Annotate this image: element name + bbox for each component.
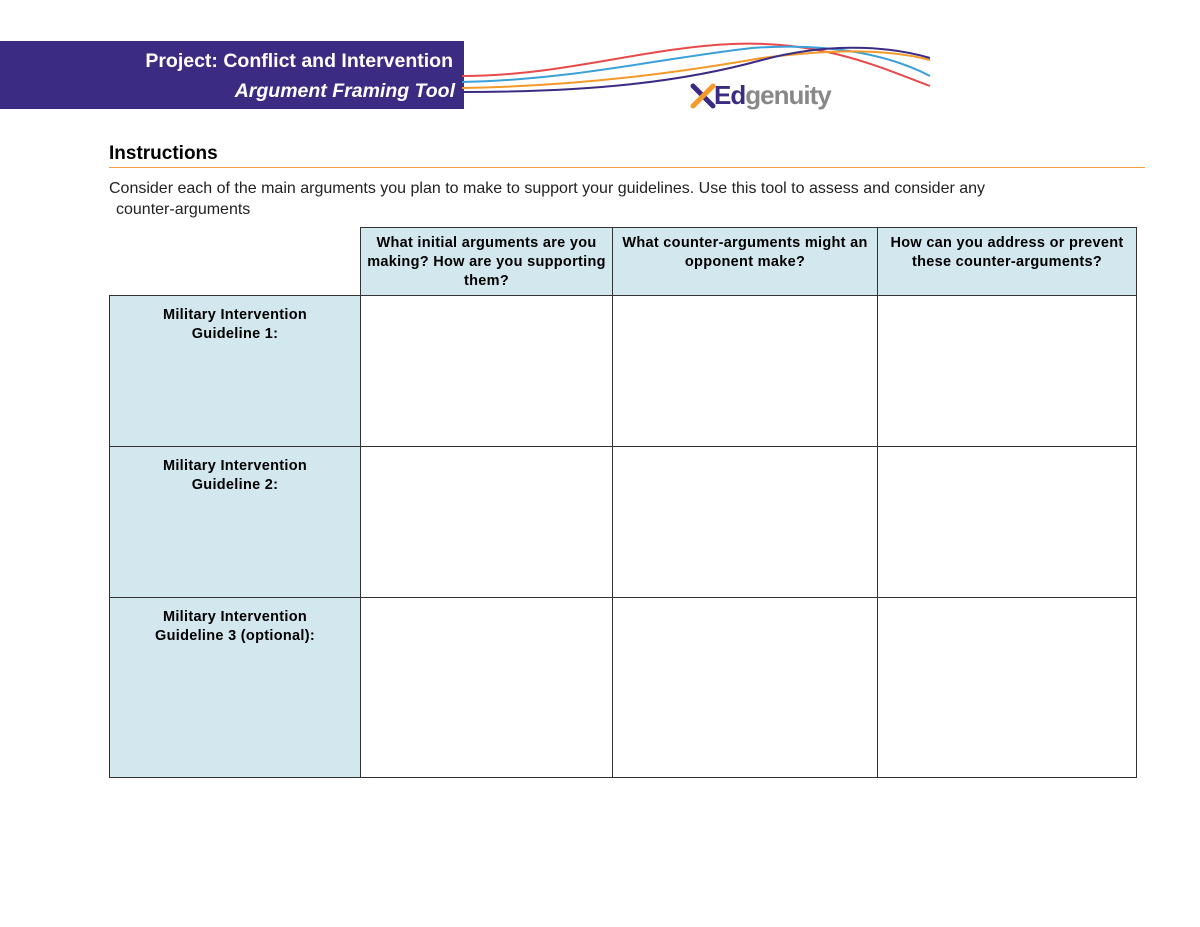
guideline-3-address-cell[interactable] <box>878 598 1137 778</box>
instructions-line-1: Consider each of the main arguments you plan to make to support your guidelines. Use this tool to assess and consider any <box>109 180 986 197</box>
title-banner <box>0 41 464 109</box>
instructions-text <box>109 178 1129 220</box>
tool-title: Argument Framing Tool <box>234 80 455 102</box>
guideline-1-address-cell[interactable] <box>878 296 1137 447</box>
row-label-top: Military Intervention <box>162 458 308 474</box>
row-label-top: Military Intervention <box>162 609 308 625</box>
heading-divider <box>109 167 1145 168</box>
logo-ed: Ed <box>714 80 746 110</box>
guideline-3-counter-arguments-cell[interactable] <box>613 598 878 778</box>
guideline-2-address-cell[interactable] <box>878 447 1137 598</box>
column-header-counter-arguments: What counter-arguments might an opponent make? <box>613 228 878 296</box>
row-header-guideline-2 <box>110 447 361 598</box>
row-header-guideline-3 <box>110 598 361 778</box>
edgenuity-logo <box>690 80 830 114</box>
instructions-line-2: counter-arguments <box>116 201 251 218</box>
row-header-guideline-1 <box>110 296 361 447</box>
project-title: Project: Conflict and Intervention <box>145 50 453 72</box>
edgenuity-x-icon <box>690 83 716 109</box>
guideline-1-initial-arguments-cell[interactable] <box>361 296 613 447</box>
instructions-heading: Instructions <box>109 143 218 164</box>
guideline-3-initial-arguments-cell[interactable] <box>361 598 613 778</box>
corner-cell <box>110 228 361 296</box>
column-header-address-counter: How can you address or prevent these counter-arguments? <box>878 228 1137 296</box>
guideline-1-counter-arguments-cell[interactable] <box>613 296 878 447</box>
guideline-2-initial-arguments-cell[interactable] <box>361 447 613 598</box>
row-label-bottom: Guideline 2: <box>191 477 279 493</box>
logo-genuity: genuity <box>745 80 831 110</box>
logo-wordmark <box>714 80 831 111</box>
argument-framing-table <box>109 227 1137 778</box>
row-label-bottom: Guideline 3 (optional): <box>155 628 315 644</box>
column-header-initial-arguments: What initial arguments are you making? How are you supporting them? <box>361 228 613 296</box>
row-label-top: Military Intervention <box>162 307 308 323</box>
guideline-2-counter-arguments-cell[interactable] <box>613 447 878 598</box>
row-label-bottom: Guideline 1: <box>191 326 279 342</box>
